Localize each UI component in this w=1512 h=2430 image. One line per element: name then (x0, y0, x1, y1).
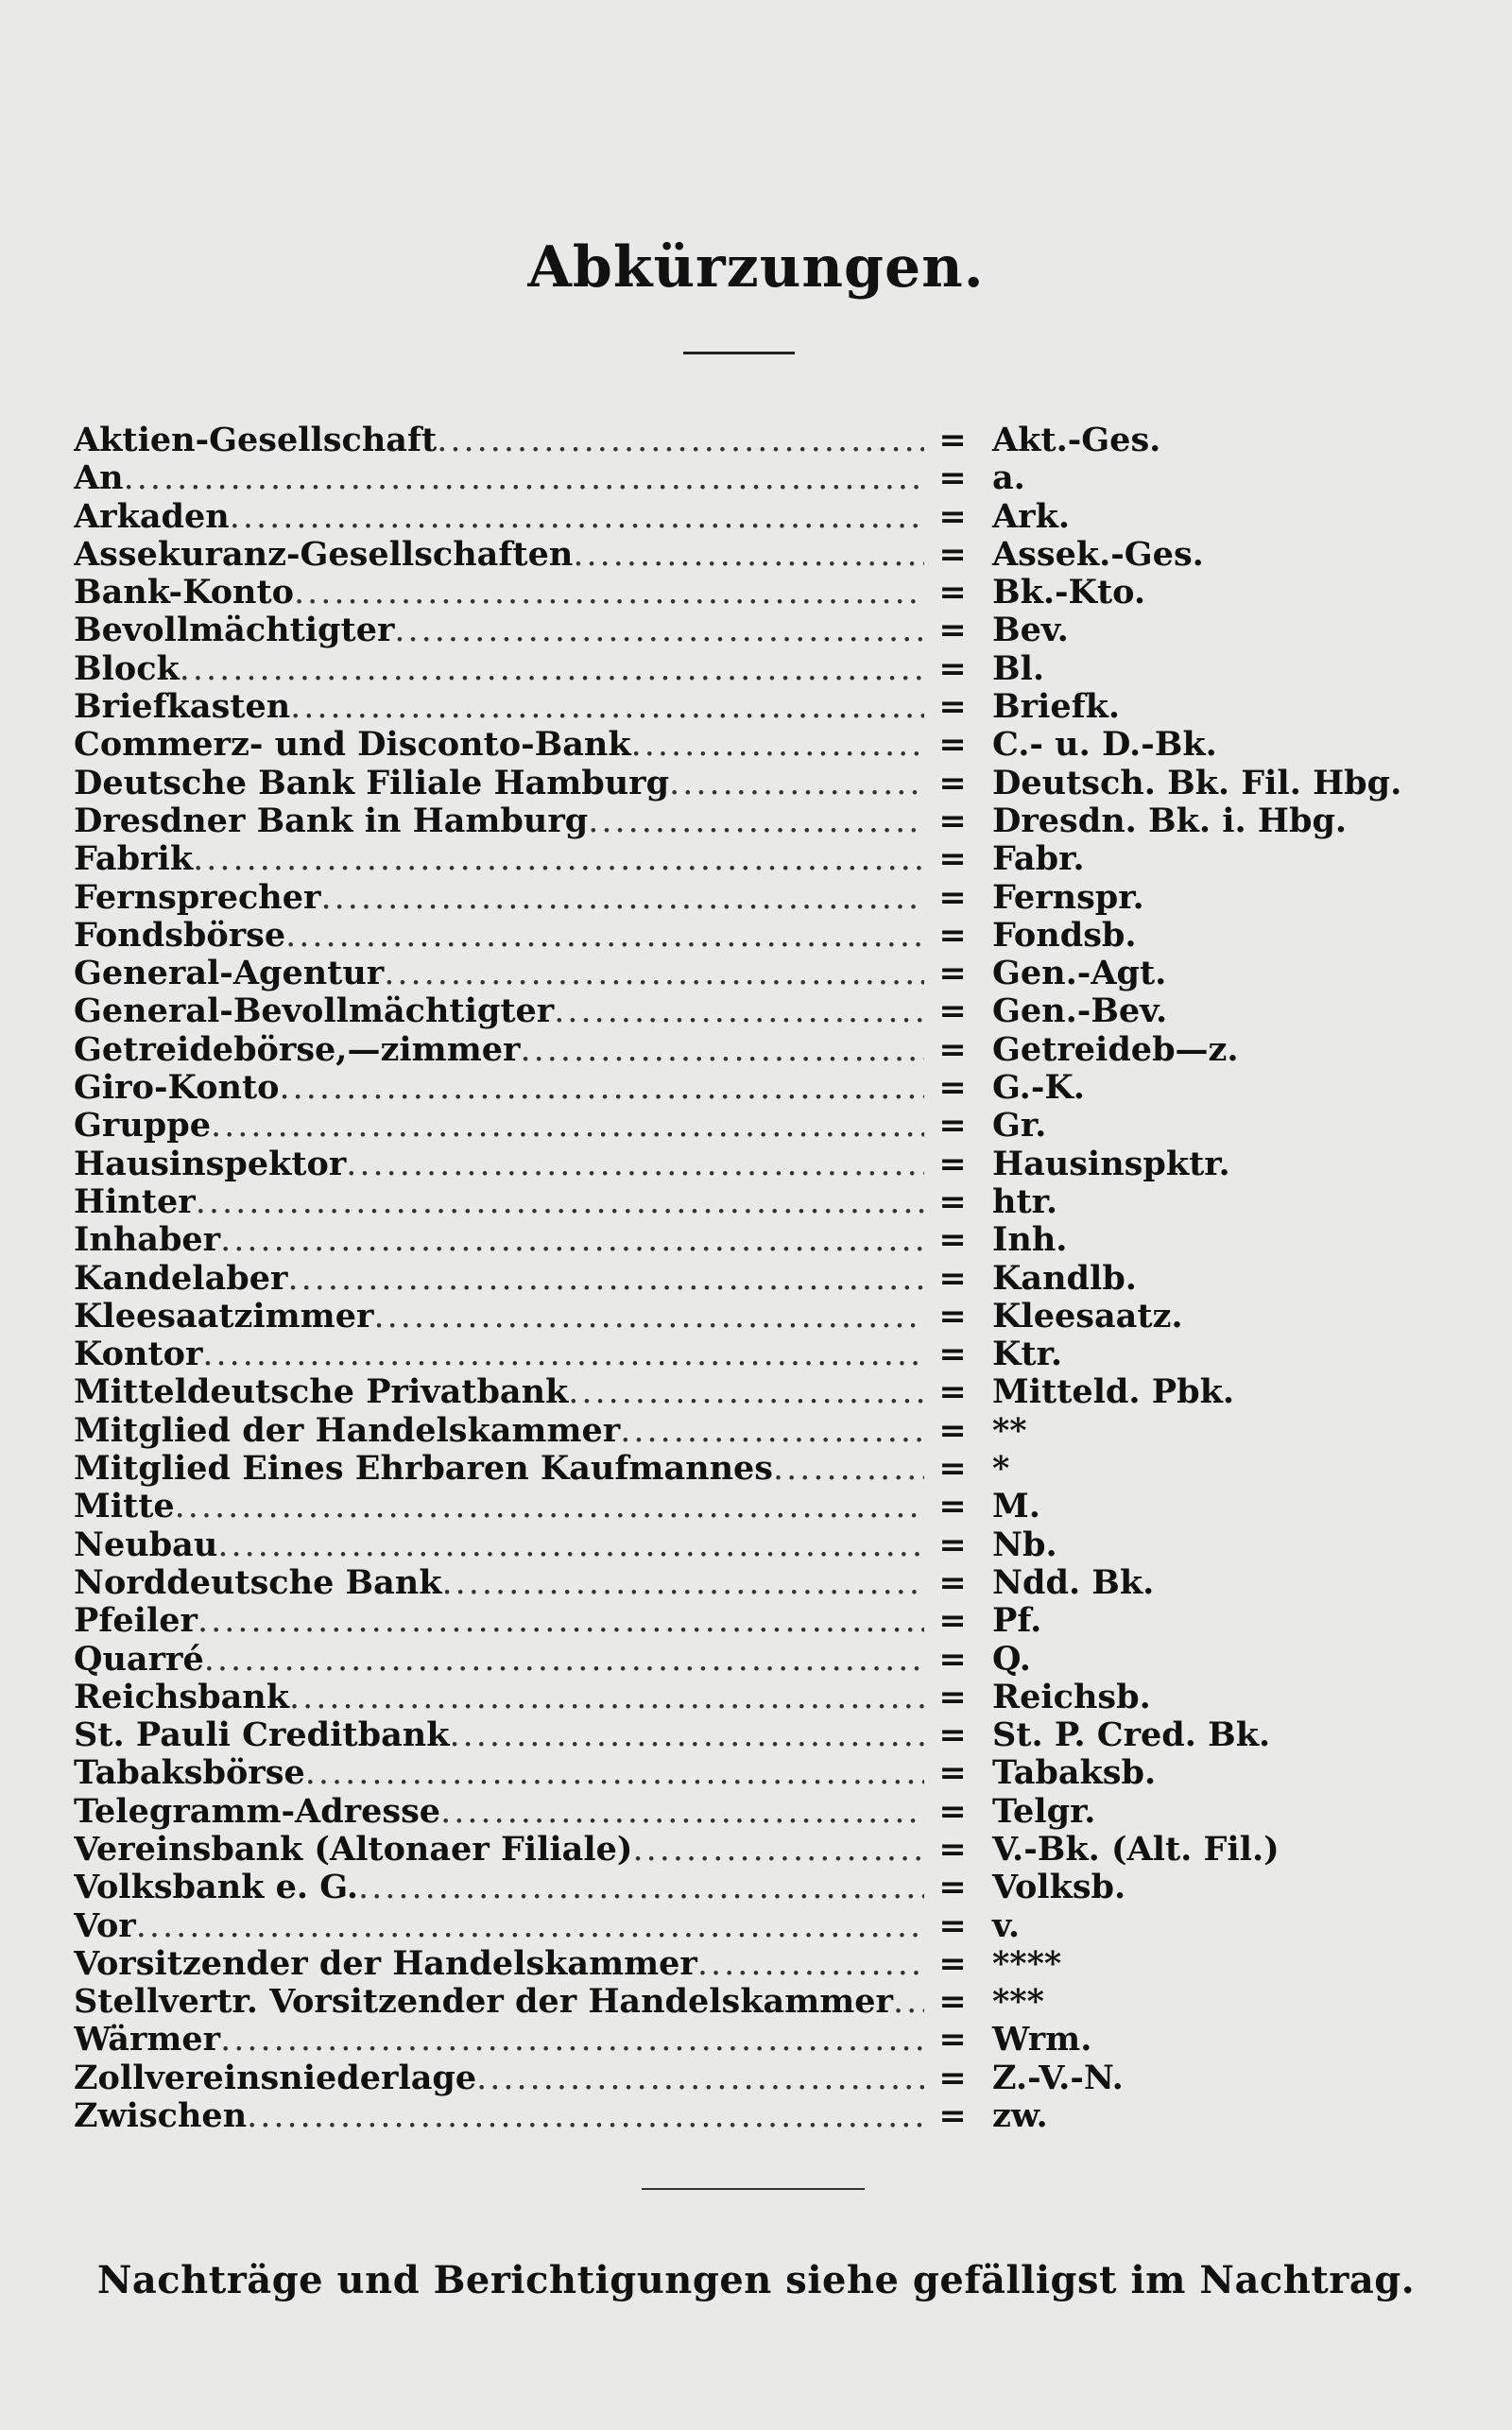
entry-term: Mitte (74, 1488, 175, 1526)
entry-term: Bank-Konto (74, 574, 295, 612)
dot-leader (211, 1107, 924, 1145)
dot-leader (136, 1907, 924, 1945)
list-item (74, 1907, 1397, 1945)
entry-term: Hausinspektor (74, 1145, 347, 1183)
dot-leader (373, 1298, 924, 1336)
dot-leader (476, 2059, 924, 2097)
dot-leader (346, 1146, 924, 1183)
list-item (74, 1298, 1397, 1336)
entry-term: Kleesaatzimmer (74, 1297, 374, 1336)
entry-term: St. Pauli Creditbank (74, 1716, 450, 1755)
equals-sign: = (938, 1029, 967, 1069)
entry-abbreviation: Wrm. (992, 2020, 1092, 2059)
dot-leader (620, 1412, 924, 1450)
list-item (74, 802, 1397, 840)
equals-sign: = (938, 1068, 967, 1108)
entry-abbreviation: G.-K. (992, 1068, 1085, 1108)
dot-leader (202, 1336, 924, 1373)
entry-abbreviation: Tabaksb. (992, 1753, 1157, 1793)
dot-leader (893, 1983, 924, 2021)
title-rule (683, 352, 795, 354)
dot-leader (631, 726, 924, 764)
equals-sign: = (938, 2020, 967, 2059)
list-item (74, 2097, 1397, 2135)
list-item (74, 1412, 1397, 1450)
equals-sign: = (938, 1905, 967, 1945)
entry-abbreviation: a. (992, 458, 1025, 498)
list-item (74, 1641, 1397, 1679)
equals-sign: = (938, 1982, 967, 2022)
equals-sign: = (938, 1753, 967, 1793)
dot-leader (220, 2021, 924, 2059)
dot-leader (520, 1031, 924, 1069)
entry-term: Getreidebörse,—zimmer (74, 1030, 521, 1069)
dot-leader (320, 879, 924, 917)
entry-term: General-Agentur (74, 955, 385, 993)
list-item (74, 726, 1397, 764)
entry-abbreviation: Z.-V.-N. (992, 2058, 1124, 2097)
list-item (74, 2059, 1397, 2097)
list-item (74, 574, 1397, 612)
entry-term: Zwischen (74, 2097, 248, 2136)
entry-term: Fabrik (74, 840, 194, 879)
list-item (74, 763, 1402, 802)
entry-abbreviation: Bev. (992, 611, 1069, 650)
list-item (74, 688, 1397, 726)
equals-sign: = (938, 1601, 967, 1641)
dot-leader (287, 1260, 924, 1298)
entry-abbreviation: Getreideb—z. (992, 1029, 1239, 1069)
list-item (74, 1450, 1397, 1488)
dot-leader (437, 422, 924, 459)
list-item (74, 1754, 1397, 1792)
dot-leader (568, 1373, 924, 1411)
dot-leader (440, 1793, 924, 1831)
equals-sign: = (938, 1677, 967, 1716)
entry-abbreviation: Kleesaatz. (992, 1296, 1183, 1336)
entry-term: Neubau (74, 1525, 218, 1564)
footer-note: Nachträge und Berichtigungen siehe gefälligst im Nachtrag. (96, 2258, 1416, 2302)
list-item (74, 1831, 1397, 1869)
equals-sign: = (938, 1943, 967, 1983)
list-item (74, 1031, 1397, 1069)
dot-leader (294, 574, 924, 612)
entry-term: General-Bevollmächtigter (74, 992, 555, 1031)
entry-abbreviation: Gen.-Bev. (992, 991, 1168, 1031)
entry-abbreviation: htr. (992, 1181, 1058, 1221)
entry-abbreviation: Q. (992, 1639, 1031, 1679)
equals-sign: = (938, 1258, 967, 1298)
equals-sign: = (938, 534, 967, 574)
dot-leader (180, 650, 924, 688)
entry-term: Stellvertr. Vorsitzender der Handelskammer (74, 1983, 893, 2022)
equals-sign: = (938, 496, 967, 536)
dot-leader (196, 1183, 924, 1221)
entry-term: Vorsitzender der Handelskammer (74, 1944, 697, 1983)
entry-abbreviation: Reichsb. (992, 1677, 1151, 1716)
entry-abbreviation: Assek.-Ges. (992, 534, 1204, 574)
equals-sign: = (938, 1106, 967, 1146)
entry-abbreviation: Gen.-Agt. (992, 954, 1167, 993)
equals-sign: = (938, 648, 967, 688)
entry-abbreviation: Hausinspktr. (992, 1144, 1230, 1183)
entry-abbreviation: V.-Bk. (Alt. Fil.) (992, 1829, 1280, 1869)
entry-abbreviation: Inh. (992, 1220, 1068, 1260)
entry-abbreviation: Dresdn. Bk. i. Hbg. (992, 801, 1348, 840)
entry-term: Fondsbörse (74, 916, 286, 955)
entry-term: Wärmer (74, 2021, 221, 2059)
entry-term: Pfeiler (74, 1602, 198, 1641)
equals-sign: = (938, 458, 967, 498)
dot-leader (554, 992, 924, 1030)
dot-leader (279, 1069, 924, 1107)
entry-term: Hinter (74, 1182, 196, 1221)
page-title: Abkürzungen. (527, 234, 985, 301)
entry-abbreviation: Volksb. (992, 1868, 1126, 1907)
entry-abbreviation: zw. (992, 2096, 1048, 2136)
dot-leader (441, 1564, 924, 1602)
list-item (74, 536, 1397, 574)
entry-abbreviation: *** (992, 1982, 1044, 2022)
dot-leader (384, 955, 924, 992)
entry-abbreviation: Pf. (992, 1601, 1042, 1641)
list-item (74, 459, 1397, 497)
entry-term: Kontor (74, 1336, 203, 1374)
list-item (74, 422, 1397, 459)
list-item (74, 917, 1397, 955)
equals-sign: = (938, 877, 967, 917)
entry-term: Telegramm-Adresse (74, 1792, 441, 1831)
entry-abbreviation: C.- u. D.-Bk. (992, 725, 1217, 765)
equals-sign: = (938, 954, 967, 993)
list-item (74, 955, 1397, 992)
entry-term: Tabaksbörse (74, 1754, 305, 1793)
entry-abbreviation: Bl. (992, 648, 1045, 688)
equals-sign: = (938, 611, 967, 650)
equals-sign: = (938, 1525, 967, 1564)
entry-abbreviation: Ndd. Bk. (992, 1562, 1155, 1602)
entry-abbreviation: **** (992, 1943, 1062, 1983)
entry-term: Giro-Konto (74, 1069, 280, 1108)
list-item (74, 1373, 1397, 1411)
list-item (74, 1183, 1397, 1221)
entry-term: Block (74, 649, 180, 688)
list-item (74, 1526, 1397, 1564)
dot-leader (358, 1869, 924, 1906)
dot-leader (217, 1526, 924, 1564)
equals-sign: = (938, 1715, 967, 1755)
dot-leader (193, 840, 924, 878)
entry-term: Mitteldeutsche Privatbank (74, 1373, 569, 1412)
list-item (74, 1069, 1397, 1107)
entry-term: Norddeutsche Bank (74, 1563, 442, 1602)
equals-sign: = (938, 1335, 967, 1374)
dot-leader (175, 1488, 924, 1525)
entry-abbreviation: Deutsch. Bk. Fil. Hbg. (992, 763, 1402, 802)
dot-leader (305, 1754, 924, 1792)
dot-leader (230, 498, 924, 536)
entry-abbreviation: Fabr. (992, 839, 1085, 879)
entry-abbreviation: ** (992, 1410, 1027, 1450)
list-item (74, 1336, 1397, 1373)
dot-leader (124, 459, 924, 497)
entry-abbreviation: Kandlb. (992, 1258, 1137, 1298)
equals-sign: = (938, 687, 967, 727)
list-item (74, 612, 1397, 649)
equals-sign: = (938, 1562, 967, 1602)
entry-term: Gruppe (74, 1107, 211, 1146)
equals-sign: = (938, 1296, 967, 1336)
list-item (74, 1869, 1397, 1906)
entry-term: Briefkasten (74, 688, 291, 727)
entry-term: Vereinsbank (Altonaer Filiale) (74, 1830, 633, 1869)
list-item (74, 1716, 1397, 1754)
equals-sign: = (938, 915, 967, 955)
equals-sign: = (938, 1487, 967, 1526)
entry-term: Zollvereinsniederlage (74, 2059, 477, 2097)
dot-leader (669, 765, 924, 802)
entry-abbreviation: Fondsb. (992, 915, 1137, 955)
list-item (74, 840, 1397, 878)
dot-leader (573, 536, 924, 574)
entry-term: Arkaden (74, 497, 230, 536)
equals-sign: = (938, 1639, 967, 1679)
dot-leader (198, 1602, 924, 1640)
list-item (74, 1793, 1397, 1831)
dot-leader (449, 1716, 924, 1754)
entry-term: Mitglied der Handelskammer (74, 1411, 621, 1450)
entry-term: Volksbank e. G. (74, 1869, 359, 1907)
equals-sign: = (938, 2096, 967, 2136)
entry-term: Reichsbank (74, 1678, 289, 1716)
entry-term: Aktien-Gesellschaft (74, 422, 438, 459)
dot-leader (289, 1679, 924, 1716)
entry-abbreviation: M. (992, 1487, 1040, 1526)
entry-term: An (74, 459, 124, 498)
list-item (74, 1221, 1397, 1259)
entry-term: Assekuranz-Gesellschaften (74, 535, 574, 574)
entry-term: Kandelaber (74, 1259, 288, 1298)
footer-rule (642, 2188, 865, 2190)
entry-abbreviation: Mitteld. Pbk. (992, 1372, 1235, 1412)
entry-term: Dresdner Bank in Hamburg (74, 801, 589, 840)
entry-abbreviation: St. P. Cred. Bk. (992, 1715, 1271, 1755)
equals-sign: = (938, 1829, 967, 1869)
entry-abbreviation: Telgr. (992, 1791, 1096, 1831)
list-item (74, 1146, 1397, 1183)
entry-term: Commerz- und Disconto-Bank (74, 726, 631, 765)
dot-leader (204, 1641, 924, 1679)
equals-sign: = (938, 421, 967, 459)
equals-sign: = (938, 801, 967, 840)
equals-sign: = (938, 725, 967, 765)
entry-term: Quarré (74, 1640, 204, 1679)
equals-sign: = (938, 1868, 967, 1907)
dot-leader (220, 1221, 924, 1259)
entry-term: Bevollmächtigter (74, 612, 395, 650)
dot-leader (247, 2097, 924, 2135)
entry-term: Fernsprecher (74, 878, 321, 917)
equals-sign: = (938, 1449, 967, 1489)
entry-abbreviation: Akt.-Ges. (992, 421, 1161, 459)
equals-sign: = (938, 763, 967, 802)
list-item (74, 1564, 1397, 1602)
dot-leader (632, 1831, 924, 1869)
entry-term: Vor (74, 1906, 136, 1945)
equals-sign: = (938, 839, 967, 879)
equals-sign: = (938, 1791, 967, 1831)
entry-abbreviation: Ktr. (992, 1335, 1062, 1374)
list-item (74, 992, 1397, 1030)
dot-leader (290, 688, 924, 726)
list-item (74, 879, 1397, 917)
equals-sign: = (938, 1220, 967, 1260)
equals-sign: = (938, 1144, 967, 1183)
list-item (74, 1602, 1397, 1640)
list-item (74, 1945, 1397, 1983)
list-item (74, 1260, 1397, 1298)
dot-leader (285, 917, 924, 955)
dot-leader (697, 1945, 924, 1983)
entry-term: Deutsche Bank Filiale Hamburg (74, 764, 670, 802)
entry-abbreviation: * (992, 1449, 1010, 1489)
equals-sign: = (938, 573, 967, 612)
list-item (74, 1107, 1397, 1145)
entry-term: Inhaber (74, 1221, 221, 1260)
abbreviation-list (74, 421, 1402, 2136)
entry-abbreviation: Briefk. (992, 687, 1121, 727)
dot-leader (588, 802, 924, 840)
list-item (74, 1488, 1397, 1525)
entry-abbreviation: Nb. (992, 1525, 1057, 1564)
dot-leader (394, 612, 924, 649)
equals-sign: = (938, 1410, 967, 1450)
equals-sign: = (938, 2058, 967, 2097)
list-item (74, 1679, 1397, 1716)
equals-sign: = (938, 991, 967, 1031)
list-item (74, 650, 1397, 688)
equals-sign: = (938, 1181, 967, 1221)
dot-leader (773, 1450, 924, 1488)
entry-abbreviation: Fernspr. (992, 877, 1144, 917)
equals-sign: = (938, 1372, 967, 1412)
entry-term: Mitglied Eines Ehrbaren Kaufmannes (74, 1450, 774, 1489)
entry-abbreviation: Bk.-Kto. (992, 573, 1146, 612)
list-item (74, 2021, 1397, 2059)
entry-abbreviation: Gr. (992, 1106, 1047, 1146)
list-item (74, 498, 1397, 536)
entry-abbreviation: v. (992, 1905, 1021, 1945)
list-item (74, 1983, 1397, 2021)
entry-abbreviation: Ark. (992, 496, 1071, 536)
